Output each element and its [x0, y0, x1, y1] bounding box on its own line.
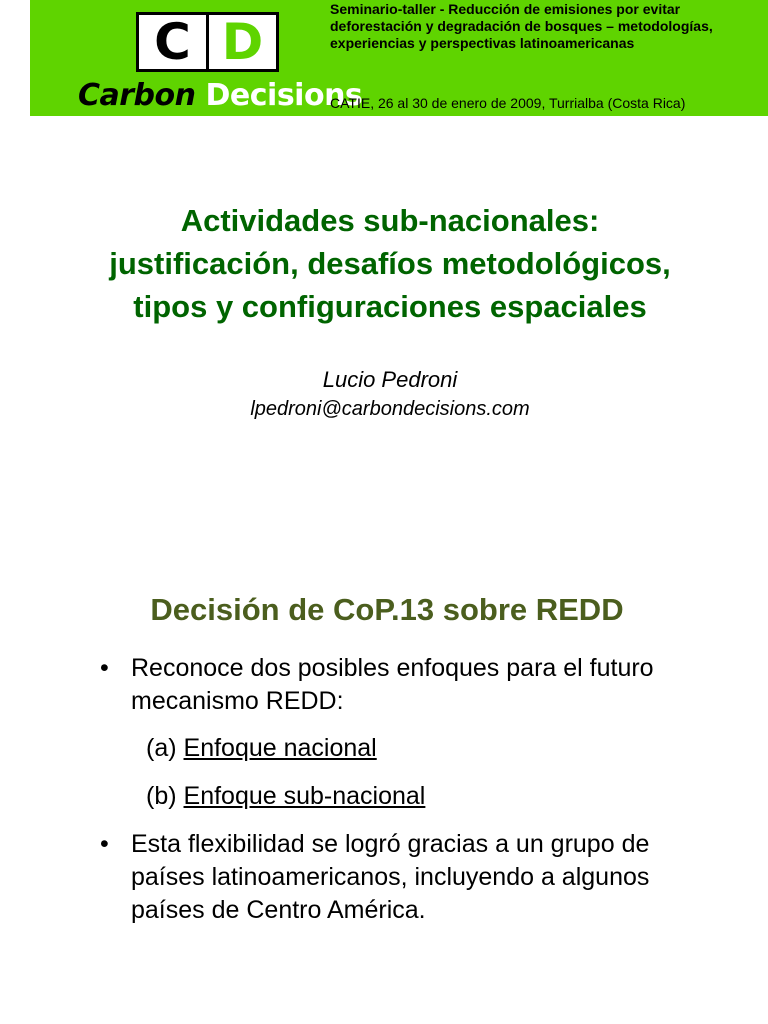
bullet-marker: • — [100, 654, 109, 682]
sub-item-label: (b) — [146, 782, 177, 810]
bullet-item — [100, 652, 700, 718]
bullet-text: Reconoce dos posibles enfoques para el futuro mecanismo REDD: — [131, 654, 654, 715]
seminar-venue: CATIE, 26 al 30 de enero de 2009, Turrialba (Costa Rica) — [330, 95, 686, 111]
sub-item-text: Enfoque nacional — [183, 734, 377, 762]
sub-item-subnational — [146, 780, 425, 812]
carbon-decisions-logo-mark — [136, 12, 282, 72]
slide-title: Decisión de CoP.13 sobre REDD — [150, 592, 624, 627]
bullet-text: Esta flexibilidad se logró gracias a un grupo de países latinoamericanos, incluyendo a algunos países de Centro América. — [131, 830, 650, 924]
author-email: lpedroni@carbondecisions.com — [250, 398, 530, 420]
logo-word-carbon: Carbon — [78, 78, 196, 113]
seminar-title: Seminario-taller - Reducción de emisiones por evitar deforestación y degradación de bosques – metodologías, experiencias y perspectivas latinoamericanas — [330, 1, 713, 51]
logo-letter-d: D — [206, 12, 279, 72]
presentation-title — [0, 199, 768, 328]
sub-item-text: Enfoque sub-nacional — [183, 782, 426, 810]
author-name: Lucio Pedroni — [322, 367, 458, 392]
title-line: Actividades sub-nacionales: — [180, 203, 600, 238]
logo-word-decisions: Decisions — [205, 78, 363, 113]
sub-item-label: (a) — [146, 734, 177, 762]
sub-item-national — [146, 732, 377, 764]
bullet-marker: • — [100, 830, 109, 858]
title-line: tipos y configuraciones espaciales — [133, 289, 647, 324]
title-line: justificación, desafíos metodológicos, — [109, 246, 671, 281]
bullet-item — [100, 828, 700, 927]
logo-wordmark — [78, 78, 362, 114]
logo-letter-c: C — [136, 12, 209, 72]
